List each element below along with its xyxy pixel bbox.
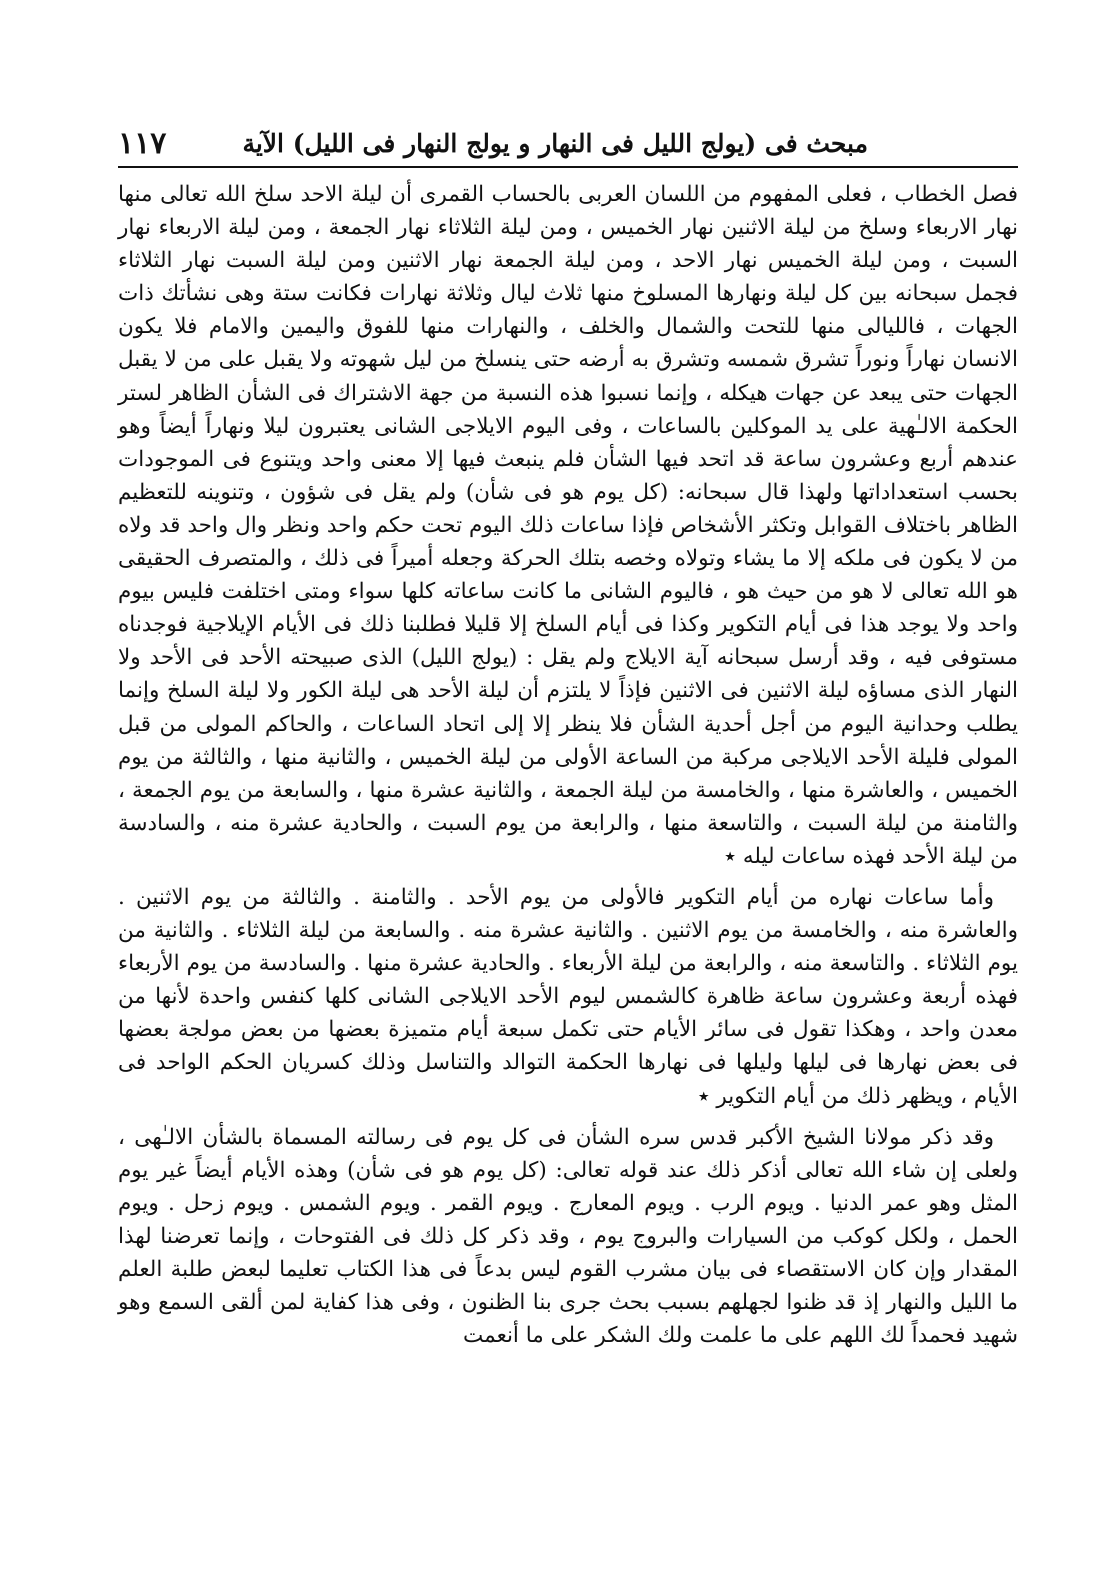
body-text [118, 178, 1018, 1352]
paragraph-3: وقد ذكر مولانا الشيخ الأكبر قدس سره الشأن فى كل يوم فى رسالته المسماة بالشأن الالـٰهى ، ولعلى إن شاء الله تعالى أذكر ذلك عند قوله تعالى: (كل يوم هو فى شأن) وهذه الأيام أيضاً غير يوم المثل وهو عمر الدنيا . ويوم الرب . ويوم المعارج . ويوم القمر . ويوم الشمس . ويوم زحل . ويوم الحمل ، ولكل كوكب من السيارات والبروج يوم ، وقد ذكر كل ذلك فى الفتوحات ، وإنما تعرضنا لهذا المقدار وإن كان الاستقصاء فى بيان مشرب القوم ليس بدعاً فى هذا الكتاب تعليما لبعض طلبة العلم ما الليل والنهار إذ قد ظنوا لجهلهم بسبب بحث جرى بنا الظنون ، وفى هذا كفاية لمن ألقى السمع وهو شهيد فحمداً لك اللهم على ما علمت ولك الشكر على ما أنعمت [118, 1124, 1019, 1349]
paragraph-1: فصل الخطاب ، فعلى المفهوم من اللسان العربى بالحساب القمرى أن ليلة الاحد سلخ الله تعالى منها نهار الاربعاء وسلخ من ليلة الاثنين نهار الخميس ، ومن ليلة الثلاثاء نهار الجمعة ، ومن ليلة الاربعاء نهار السبت ، ومن ليلة الخميس نهار الاحد ، ومن ليلة الجمعة نهار الاثنين ومن ليلة السبت نهار الثلاثاء فجمل سبحانه بين كل ليلة ونهارها المسلوخ منها ثلاث ليال وثلاثة نهارات فكانت ستة وهى نشأتك ذات الجهات ، فالليالى منها للتحت والشمال والخلف ، والنهارات منها للفوق واليمين والامام فلا يكون الانسان نهاراً ونوراً تشرق شمسه وتشرق به أرضه حتى ينسلخ من ليل شهوته ولا يقبل على من لا يقبل الجهات حتى يبعد عن جهات هيكله ، وإنما نسبوا هذه النسبة من جهة الاشتراك فى الشأن الظاهر لستر الحكمة الالـٰهية على يد الموكلين بالساعات ، وفى اليوم الايلاجى الشانى يعتبرون ليلا ونهاراً أيضاً وهو عندهم أربع وعشرون ساعة قد اتحد فيها الشأن فلم ينبعث فيها إلا معنى واحد ويتنوع فى الموجودات بحسب استعداداتها ولهذا قال سبحانه: (كل يوم هو فى شأن) ولم يقل فى شؤون ، وتنوينه للتعظيم الظاهر باختلاف القوابل وتكثر الأشخاص فإذا ساعات ذلك اليوم تحت حكم واحد ونظر وال واحد قد ولاه من لا يكون فى ملكه إلا ما يشاء وتولاه وخصه بتلك الحركة وجعله أميراً فى ذلك ، والمتصرف الحقيقى هو الله تعالى لا هو من حيث هو ، فاليوم الشانى ما كانت ساعاته كلها سواء ومتى اختلفت فليس بيوم واحد ولا يوجد هذا فى أيام التكوير وكذا فى أيام السلخ إلا قليلا فطلبنا ذلك فى الأيام الإيلاجية فوجدناه مستوفى فيه ، وقد أرسل سبحانه آية الايلاج ولم يقل : (يولج الليل) الذى صبيحته الأحد فى الأحد ولا النهار الذى مساؤه ليلة الاثنين فى الاثنين فإذاً لا يلتزم أن ليلة الأحد هى ليلة الكور ولا ليلة السلخ وإنما يطلب وحدانية اليوم من أجل أحدية الشأن فلا ينظر إلا إلى اتحاد الساعات ، والحاكم المولى من قبل المولى فليلة الأحد الايلاجى مركبة من الساعة الأولى من ليلة الخميس ، والثانية منها ، والثالثة من يوم الخميس ، والعاشرة منها ، والخامسة من ليلة الجمعة ، والثانية عشرة منها ، والسابعة من يوم الجمعة ، والثامنة من ليلة السبت ، والتاسعة منها ، والرابعة من يوم السبت ، والحادية عشرة منه ، والسادسة من ليلة الأحد فهذه ساعات ليله ٭ [118, 182, 1018, 869]
paragraph-2: وأما ساعات نهاره من أيام التكوير فالأولى من يوم الأحد . والثامنة . والثالثة من يوم الاثنين . والعاشرة منه ، والخامسة من يوم الاثنين . والثانية عشرة منه . والسابعة من ليلة الثلاثاء . والثانية من يوم الثلاثاء . والتاسعة منه ، والرابعة من ليلة الأربعاء . والحادية عشرة منها . والسادسة من يوم الأربعاء فهذه أربعة وعشرون ساعة ظاهرة كالشمس ليوم الأحد الايلاجى الشانى كلها كنفس واحدة لأنها من معدن واحد ، وهكذا تقول فى سائر الأيام حتى تكمل سبعة أيام متميزة بعضها من بعض مولجة بعضها فى بعض نهارها فى ليلها وليلها فى نهارها الحكمة التوالد والتناسل وذلك كسريان الحكم الواحد فى الأيام ، ويظهر ذلك من أيام التكوير ٭ [118, 884, 1019, 1109]
document-page [118, 118, 1018, 1548]
header-title: مبحث فى (يولج الليل فى النهار و يولج النهار فى الليل) الآية [242, 129, 868, 158]
header-rule [118, 166, 1018, 168]
running-header [118, 118, 1018, 164]
page-number: ١١٧ [118, 126, 167, 161]
